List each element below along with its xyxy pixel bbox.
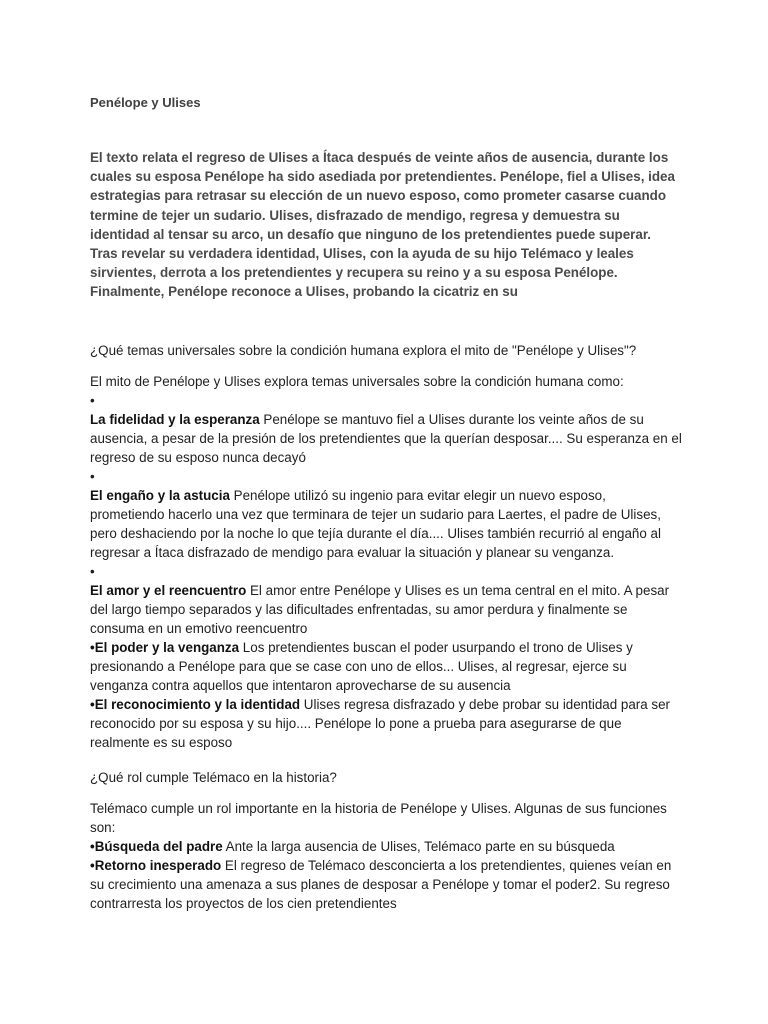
role-item [90,837,682,856]
bullet: • [90,697,95,712]
role-term: Búsqueda del padre [94,839,223,854]
theme-term: La fidelidad y la esperanza [90,412,260,427]
theme-text: Penélope utilizó su ingenio para evitar elegir un nuevo esposo, prometiendo hacerlo una vez que terminara de tejer un sudario para Laertes, el padre de Ulises, pero deshaciendo por la noche lo que tejía durante el día.... Ulises también recurrió al engaño al regresar a Ítaca disfrazado de mendigo para evaluar la situación y planear su venganza. [90,488,661,560]
answer-2 [90,799,682,913]
document-title: Penélope y Ulises [90,95,201,110]
question-2: ¿Qué rol cumple Telémaco en la historia? [90,770,337,785]
theme-item [90,695,682,752]
role-term: Retorno inesperado [94,858,222,873]
theme-term: El engaño y la astucia [90,488,230,503]
role-text: Ante la larga ausencia de Ulises, Telémaco parte en su búsqueda [222,839,615,854]
answer-2-intro: Telémaco cumple un rol importante en la historia de Penélope y Ulises. Algunas de sus funciones son: [90,801,667,835]
theme-text: Penélope se mantuvo fiel a Ulises durante los veinte años de su ausencia, a pesar de la presión de los pretendientes que la querían desposar.... Su esperanza en el regreso de su esposo nunca decayó [90,412,682,465]
bullet: • [90,858,95,873]
bullet: • [90,393,95,408]
bullet: • [90,839,95,854]
theme-text: Los pretendientes buscan el poder usurpando el trono de Ulises y presionando a Penélope para que se case con uno de ellos... Ulises, al regresar, ejerce su venganza contra aquellos que intentaron aprovecharse de su ausencia [90,640,633,693]
bullet: • [90,640,95,655]
summary-paragraph: El texto relata el regreso de Ulises a Ítaca después de veinte años de ausencia, durante los cuales su esposa Penélope ha sido asediada por pretendientes. Penélope, fiel a Ulises, idea estrategias para retrasar su elección de un nuevo esposo, como prometer casarse cuando termine de tejer un sudario. Ulises, disfrazado de mendigo, regresa y demuestra su identidad al tensar su arco, un desafío que ninguno de los pretendientes puede superar. Tras revelar su verdadera identidad, Ulises, con la ayuda de su hijo Telémaco y leales sirvientes, derrota a los pretendientes y recupera su reino y a su esposa Penélope. Finalmente, Penélope reconoce a Ulises, probando la cicatriz en su [90,150,675,300]
theme-item [90,581,682,638]
question-1: ¿Qué temas universales sobre la condición humana explora el mito de "Penélope y Ulises"? [90,343,637,358]
bullet: • [90,469,95,484]
themes-list [90,391,682,752]
theme-text: El amor entre Penélope y Ulises es un tema central en el mito. A pesar del largo tiempo separados y las dificultades enfrentadas, su amor perdura y finalmente se consuma en un emotivo reencuentro [90,583,670,636]
theme-term: El poder y la venganza [94,640,240,655]
answer-1-intro: El mito de Penélope y Ulises explora temas universales sobre la condición humana como: [90,374,624,389]
bullet: • [90,564,95,579]
role-text: El regreso de Telémaco desconcierta a los pretendientes, quienes veían en su crecimiento una amenaza a sus planes de desposar a Penélope y tomar el poder2. Su regreso contrarresta los proyectos de los cien pretendientes [90,858,672,911]
theme-term: El amor y el reencuentro [90,583,247,598]
theme-item [90,486,682,562]
theme-item [90,638,682,695]
theme-text: Ulises regresa disfrazado y debe probar su identidad para ser reconocido por su esposa y su hijo.... Penélope lo pone a prueba para asegurarse de que realmente es su esposo [90,697,671,750]
theme-term: El reconocimiento y la identidad [94,697,301,712]
theme-item [90,410,682,467]
role-item [90,856,682,913]
